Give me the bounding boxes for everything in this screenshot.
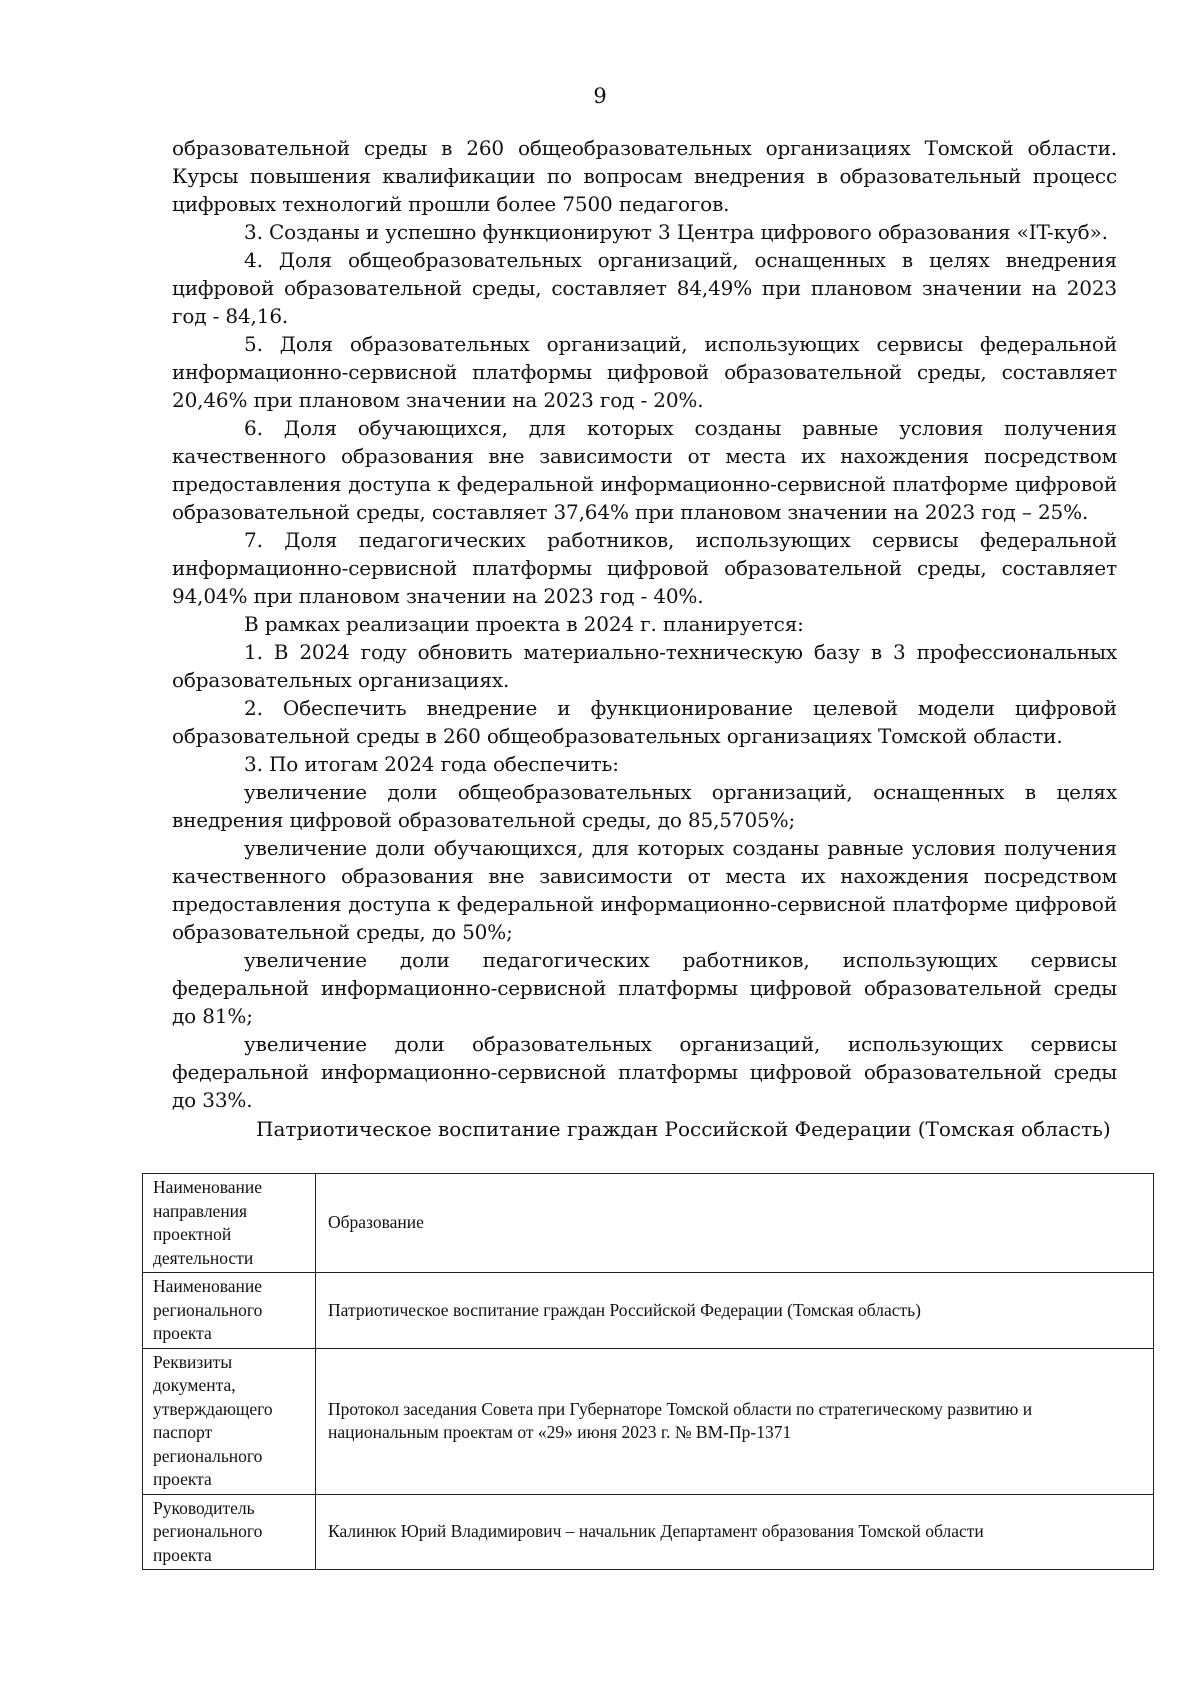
table-cell-label: Наименование регионального проекта — [143, 1273, 316, 1349]
table-row — [143, 1174, 1154, 1273]
project-info-table — [142, 1173, 1154, 1570]
table-cell-label: Наименование направления проектной деятельности — [143, 1174, 316, 1273]
table-cell-value: Образование — [316, 1174, 1154, 1273]
paragraph: 7. Доля педагогических работников, использующих сервисы федеральной информационно-сервисной платформы цифровой образовательной среды, составляет 94,04% при плановом значении на 2023 год - 40%. — [172, 528, 1117, 608]
table-row — [143, 1348, 1154, 1494]
paragraph: 4. Доля общеобразовательных организаций, оснащенных в целях внедрения цифровой образовательной среды, составляет 84,49% при плановом значении на 2023 год - 84,16. — [172, 248, 1117, 328]
section-title: Патриотическое воспитание граждан Российской Федерации (Томская область) — [256, 1117, 1111, 1141]
table-cell-label: Руководитель регионального проекта — [143, 1494, 316, 1570]
paragraph: увеличение доли обучающихся, для которых созданы равные условия получения качественного образования вне зависимости от места их нахождения посредством предоставления доступа к федеральной информационно-сервисной платформе цифровой образовательной среды, до 50%; — [172, 836, 1117, 944]
paragraph: 3. По итогам 2024 года обеспечить: — [244, 752, 619, 776]
paragraph: увеличение доли образовательных организаций, использующих сервисы федеральной информационно-сервисной платформы цифровой образовательной среды до 33%. — [172, 1032, 1117, 1112]
table-cell-label: Реквизиты документа, утверждающего паспорт регионального проекта — [143, 1348, 316, 1494]
body-text — [172, 134, 1117, 1114]
paragraph: образовательной среды в 260 общеобразовательных организациях Томской области. Курсы повышения квалификации по вопросам внедрения в образовательный процесс цифровых технологий прошли более 7500 педагогов. — [172, 136, 1117, 216]
paragraph: увеличение доли общеобразовательных организаций, оснащенных в целях внедрения цифровой образовательной среды, до 85,5705%; — [172, 780, 1117, 832]
paragraph: В рамках реализации проекта в 2024 г. планируется: — [244, 612, 804, 636]
paragraph: 3. Созданы и успешно функционируют 3 Центра цифрового образования «IT-куб». — [244, 220, 1108, 244]
table-cell-value: Калинюк Юрий Владимирович – начальник Департамент образования Томской области — [316, 1494, 1154, 1570]
paragraph: увеличение доли педагогических работников, использующих сервисы федеральной информационно-сервисной платформы цифровой образовательной среды до 81%; — [172, 948, 1117, 1028]
paragraph: 6. Доля обучающихся, для которых созданы равные условия получения качественного образования вне зависимости от места их нахождения посредством предоставления доступа к федеральной информационно-сервисной платформе цифровой образовательной среды, составляет 37,64% при плановом значении на 2023 год – 25%. — [172, 416, 1117, 524]
paragraph: 2. Обеспечить внедрение и функционирование целевой модели цифровой образовательной среды в 260 общеобразовательных организациях Томской области. — [172, 696, 1117, 748]
paragraph: 1. В 2024 году обновить материально-техническую базу в 3 профессиональных образовательных организациях. — [172, 640, 1117, 692]
table-row — [143, 1494, 1154, 1570]
table-row — [143, 1273, 1154, 1349]
paragraph: 5. Доля образовательных организаций, использующих сервисы федеральной информационно-сервисной платформы цифровой образовательной среды, составляет 20,46% при плановом значении на 2023 год - 20%. — [172, 332, 1117, 412]
table-cell-value: Протокол заседания Совета при Губернаторе Томской области по стратегическому развитию и национальным проектам от «29» июня 2023 г. № ВМ-Пр-1371 — [316, 1348, 1154, 1494]
table-cell-value: Патриотическое воспитание граждан Российской Федерации (Томская область) — [316, 1273, 1154, 1349]
page-number: 9 — [593, 84, 607, 108]
